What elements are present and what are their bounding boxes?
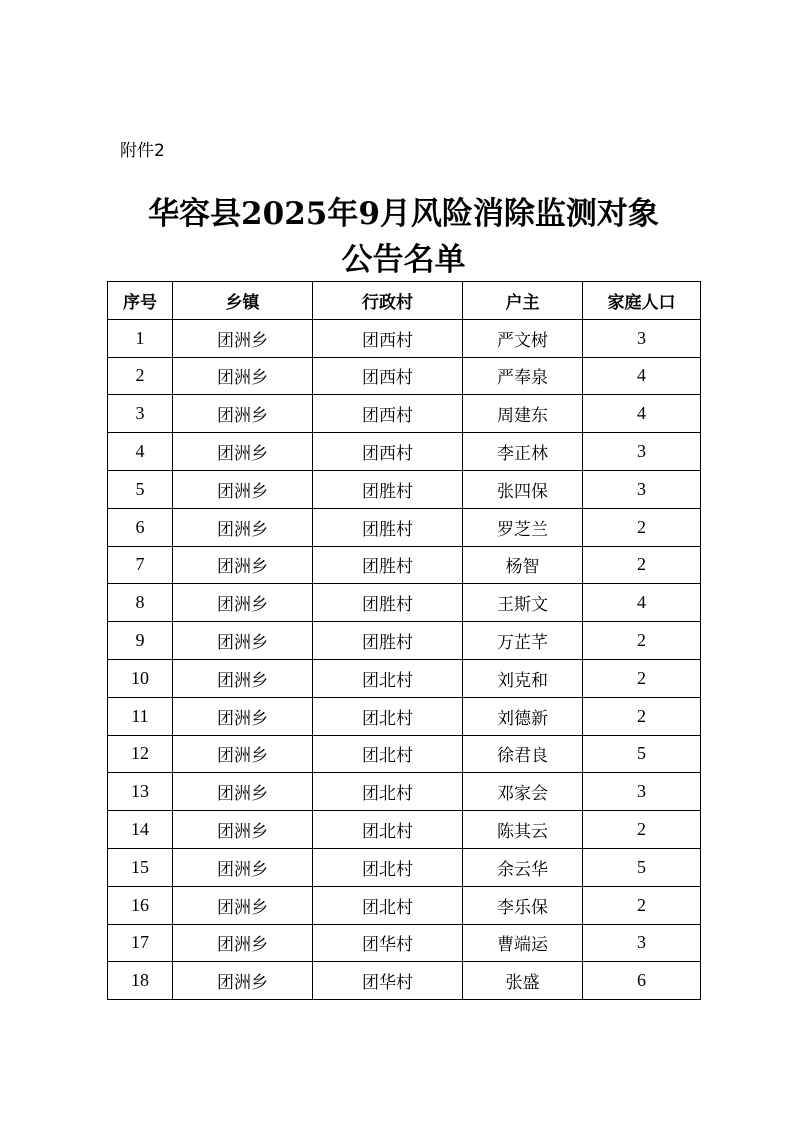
serial-number-cell: 11 [108,697,173,735]
serial-number-cell: 15 [108,848,173,886]
table-row [108,357,701,395]
village-cell: 团西村 [313,395,463,433]
serial-number-cell: 4 [108,433,173,471]
serial-number-cell: 9 [108,622,173,660]
village-cell: 团北村 [313,659,463,697]
household-head-cell: 王斯文 [463,584,583,622]
table-row [108,962,701,1000]
household-head-cell: 陈其云 [463,811,583,849]
serial-number-cell: 16 [108,886,173,924]
family-size-cell: 4 [583,584,701,622]
household-head-cell: 刘克和 [463,659,583,697]
family-size-cell: 3 [583,433,701,471]
township-cell: 团洲乡 [173,773,313,811]
household-head-cell: 周建东 [463,395,583,433]
village-cell: 团北村 [313,773,463,811]
serial-number-cell: 10 [108,659,173,697]
household-head-cell: 严文树 [463,319,583,357]
table-row [108,584,701,622]
header-village: 行政村 [313,282,463,320]
household-head-cell: 刘德新 [463,697,583,735]
village-cell: 团胜村 [313,546,463,584]
family-size-cell: 5 [583,735,701,773]
village-cell: 团胜村 [313,508,463,546]
serial-number-cell: 1 [108,319,173,357]
table-header-row [108,282,701,320]
village-cell: 团华村 [313,962,463,1000]
family-size-cell: 2 [583,508,701,546]
serial-number-cell: 18 [108,962,173,1000]
family-size-cell: 2 [583,697,701,735]
township-cell: 团洲乡 [173,433,313,471]
table-row [108,319,701,357]
serial-number-cell: 6 [108,508,173,546]
household-head-cell: 曹端运 [463,924,583,962]
table-row [108,508,701,546]
family-size-cell: 2 [583,811,701,849]
table-row [108,811,701,849]
table-row [108,773,701,811]
attachment-label: 附件2 [120,141,165,161]
table-row [108,848,701,886]
household-head-cell: 余云华 [463,848,583,886]
family-size-cell: 2 [583,546,701,584]
household-head-cell: 李乐保 [463,886,583,924]
household-head-cell: 张四保 [463,470,583,508]
family-size-cell: 3 [583,319,701,357]
township-cell: 团洲乡 [173,962,313,1000]
household-head-cell: 万芷芊 [463,622,583,660]
township-cell: 团洲乡 [173,319,313,357]
family-size-cell: 3 [583,773,701,811]
township-cell: 团洲乡 [173,811,313,849]
table-row [108,697,701,735]
serial-number-cell: 7 [108,546,173,584]
header-family-size: 家庭人口 [583,282,701,320]
table-row [108,659,701,697]
family-size-cell: 6 [583,962,701,1000]
header-household-head: 户主 [463,282,583,320]
township-cell: 团洲乡 [173,584,313,622]
serial-number-cell: 8 [108,584,173,622]
table-row [108,924,701,962]
township-cell: 团洲乡 [173,848,313,886]
table-body [108,319,701,999]
village-cell: 团北村 [313,886,463,924]
village-cell: 团胜村 [313,622,463,660]
table-row [108,886,701,924]
village-cell: 团胜村 [313,584,463,622]
family-size-cell: 5 [583,848,701,886]
household-head-cell: 徐君良 [463,735,583,773]
table-row [108,433,701,471]
household-head-cell: 严奉泉 [463,357,583,395]
family-size-cell: 4 [583,395,701,433]
village-cell: 团西村 [313,433,463,471]
serial-number-cell: 2 [108,357,173,395]
household-head-cell: 罗芝兰 [463,508,583,546]
household-head-cell: 李正林 [463,433,583,471]
township-cell: 团洲乡 [173,357,313,395]
township-cell: 团洲乡 [173,924,313,962]
family-size-cell: 2 [583,886,701,924]
village-cell: 团北村 [313,697,463,735]
village-cell: 团西村 [313,357,463,395]
header-township: 乡镇 [173,282,313,320]
household-head-cell: 杨智 [463,546,583,584]
serial-number-cell: 13 [108,773,173,811]
family-size-cell: 3 [583,470,701,508]
village-cell: 团北村 [313,811,463,849]
document-title-subline: 公告名单 [341,242,466,278]
family-size-cell: 2 [583,659,701,697]
monitoring-roster-table [107,281,701,1000]
table-row [108,735,701,773]
township-cell: 团洲乡 [173,735,313,773]
serial-number-cell: 14 [108,811,173,849]
township-cell: 团洲乡 [173,395,313,433]
document-title: 华容县2025年9月风险消除监测对象 [148,196,659,232]
township-cell: 团洲乡 [173,508,313,546]
table-row [108,622,701,660]
township-cell: 团洲乡 [173,470,313,508]
serial-number-cell: 3 [108,395,173,433]
family-size-cell: 2 [583,622,701,660]
township-cell: 团洲乡 [173,546,313,584]
township-cell: 团洲乡 [173,697,313,735]
serial-number-cell: 5 [108,470,173,508]
township-cell: 团洲乡 [173,622,313,660]
family-size-cell: 4 [583,357,701,395]
header-serial-number: 序号 [108,282,173,320]
village-cell: 团胜村 [313,470,463,508]
family-size-cell: 3 [583,924,701,962]
village-cell: 团西村 [313,319,463,357]
village-cell: 团华村 [313,924,463,962]
table-row [108,470,701,508]
table-row [108,546,701,584]
township-cell: 团洲乡 [173,659,313,697]
serial-number-cell: 12 [108,735,173,773]
village-cell: 团北村 [313,735,463,773]
serial-number-cell: 17 [108,924,173,962]
table-row [108,395,701,433]
household-head-cell: 邓家会 [463,773,583,811]
village-cell: 团北村 [313,848,463,886]
household-head-cell: 张盛 [463,962,583,1000]
township-cell: 团洲乡 [173,886,313,924]
